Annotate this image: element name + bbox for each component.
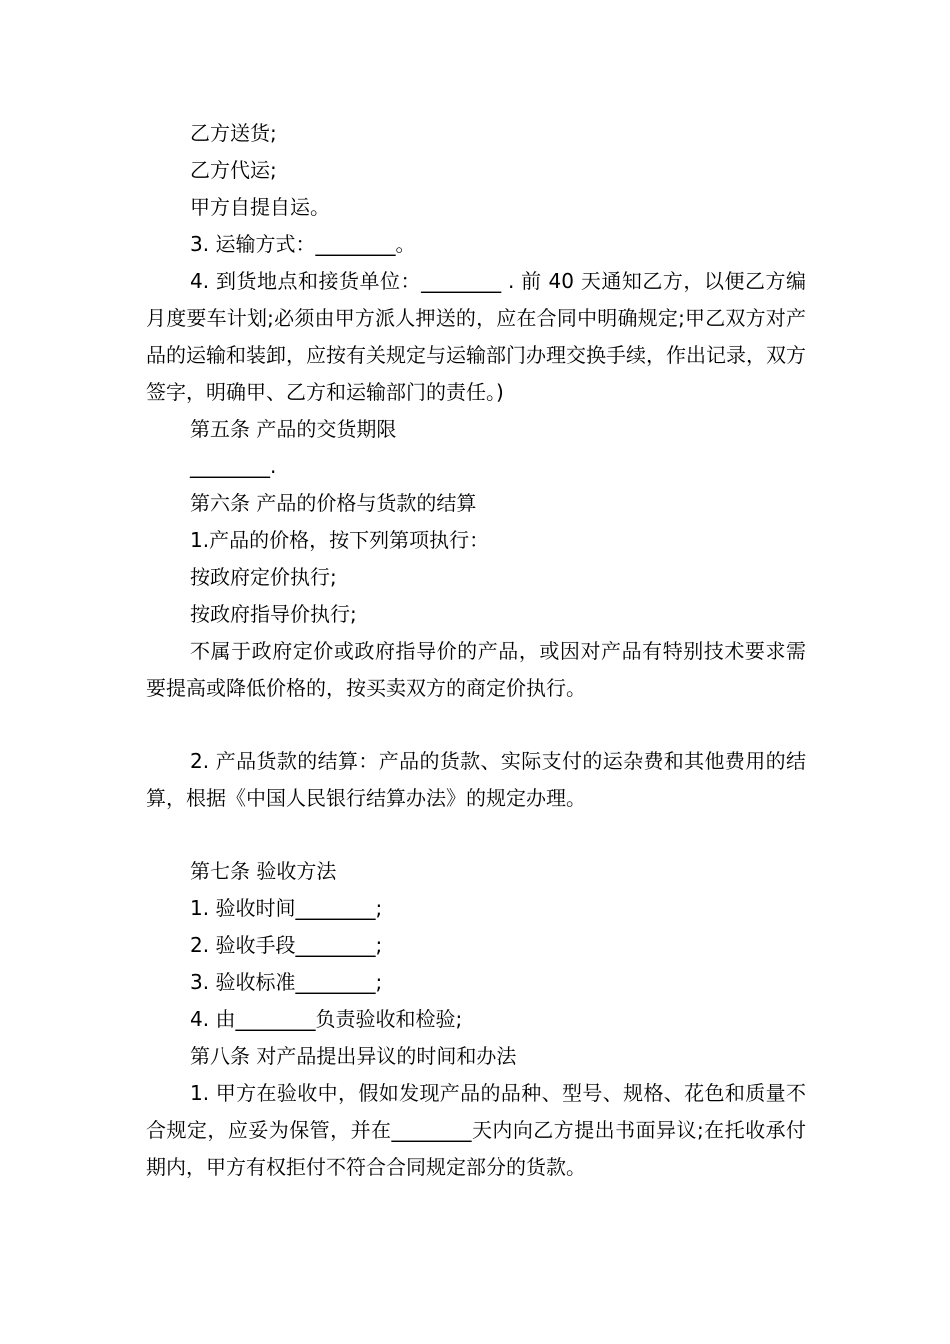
paragraph-inspection-party: 4. 由________负责验收和检验; — [190, 1007, 463, 1031]
article-5-heading: 第五条 产品的交货期限 — [190, 417, 397, 441]
paragraph-price-rule: 1.产品的价格，按下列第项执行： — [190, 528, 490, 552]
blank-line — [146, 707, 806, 743]
paragraph-transport-method: 3. 运输方式：________。 — [190, 232, 416, 256]
paragraph-negotiated-price: 不属于政府定价或政府指导价的产品，或因对产品有特别技术要求需要提高或降低价格的，按买卖双方的商定价执行。 — [146, 639, 806, 700]
paragraph-government-price: 按政府定价执行; — [190, 565, 337, 589]
paragraph-payment-settlement: 2. 产品货款的结算：产品的货款、实际支付的运杂费和其他费用的结算，根据《中国人民银行结算办法》的规定办理。 — [146, 749, 806, 810]
paragraph-delivery-deadline: ________. — [190, 454, 277, 478]
paragraph-inspection-means: 2. 验收手段________; — [190, 933, 383, 957]
blank-line — [146, 817, 806, 853]
paragraph-delivery-location: 4. 到货地点和接货单位：________ . 前 40 天通知乙方，以便乙方编月度要车计划;必须由甲方派人押送的，应在合同中明确规定;甲乙双方对产品的运输和装卸，应按有关规定与运输部门办理交换手续，作出记录，双方签字，明确甲、乙方和运输部门的责任。) — [146, 269, 806, 404]
paragraph-government-guided-price: 按政府指导价执行; — [190, 602, 357, 626]
paragraph-inspection-standard: 3. 验收标准________; — [190, 970, 383, 994]
article-7-heading: 第七条 验收方法 — [190, 859, 337, 883]
paragraph-delivery-self-pickup: 甲方自提自运。 — [190, 195, 330, 219]
paragraph-objection-procedure: 1. 甲方在验收中，假如发现产品的品种、型号、规格、花色和质量不合规定，应妥为保管，并在________天内向乙方提出书面异议;在托收承付期内，甲方有权拒付不符合合同规定部分的货款。 — [146, 1081, 806, 1179]
paragraph-inspection-time: 1. 验收时间________; — [190, 896, 383, 920]
document-body — [146, 115, 806, 1186]
paragraph-delivery-seller: 乙方送货; — [190, 121, 277, 145]
paragraph-delivery-agent: 乙方代运; — [190, 158, 277, 182]
article-6-heading: 第六条 产品的价格与货款的结算 — [190, 491, 477, 515]
article-8-heading: 第八条 对产品提出异议的时间和办法 — [190, 1044, 517, 1068]
